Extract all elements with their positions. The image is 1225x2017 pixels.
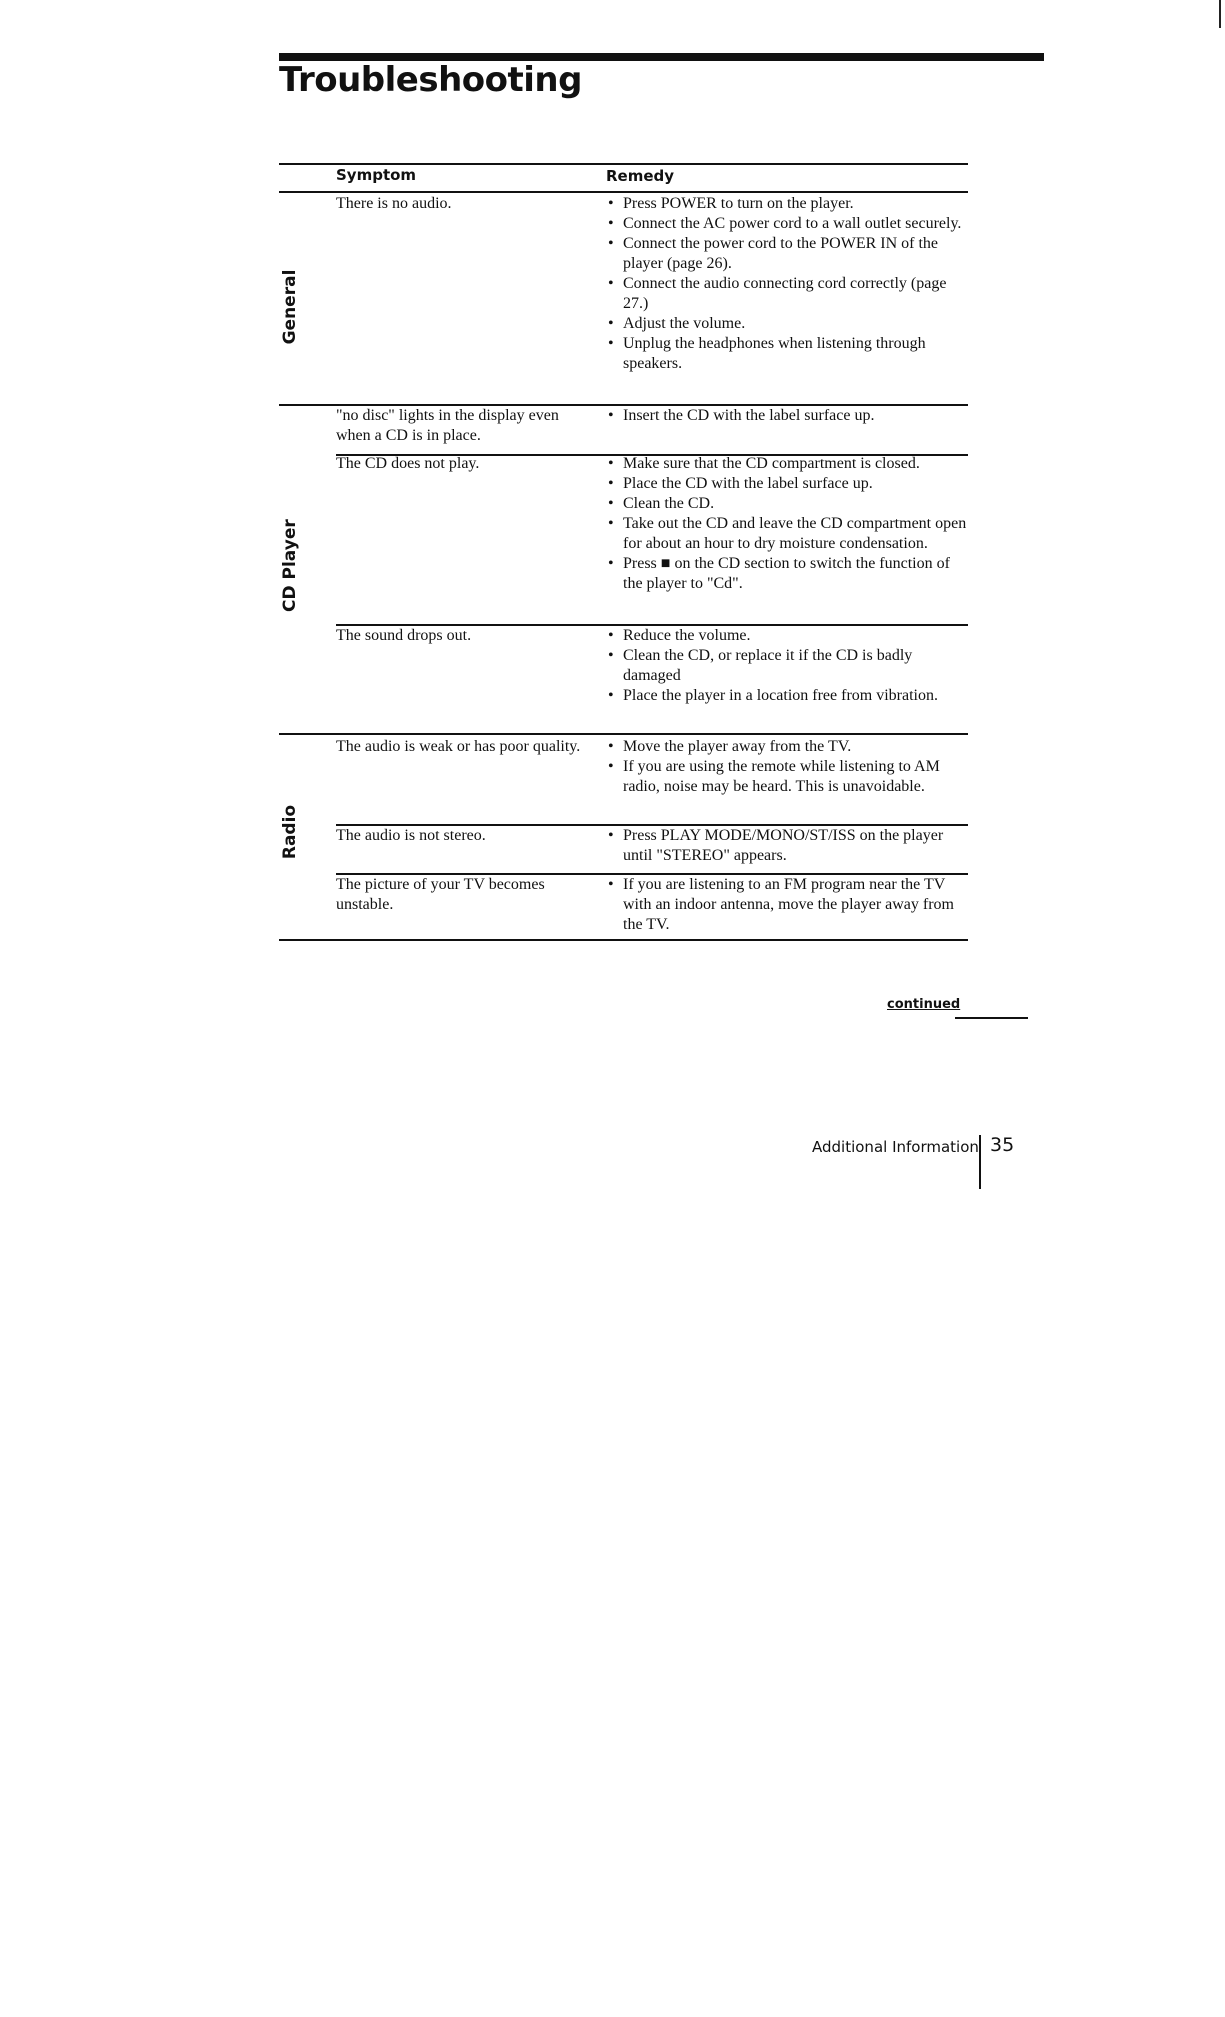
remedy-list-sound-drops [606,626,971,706]
section-label-general: General [280,269,300,345]
remedy-column-header: Remedy [606,167,675,185]
remedy-list-no-audio [606,194,971,374]
continued-rule [955,1017,1028,1019]
remedy-item: • Connect the power cord to the POWER IN of the player (page 26). [606,234,971,274]
section-rule-cd-player [279,733,968,735]
remedy-item: • Unplug the headphones when listening through speakers. [606,334,971,374]
table-header-rule [279,191,968,193]
remedy-item: • Press PLAY MODE/MONO/ST/ISS on the player until "STEREO" appears. [606,826,971,866]
symptom-cd-not-play: The CD does not play. [336,455,480,472]
page-edge-mark [1219,0,1221,28]
symptom-not-stereo: The audio is not stereo. [336,827,486,844]
remedy-item: • If you are listening to an FM program near the TV with an indoor antenna, move the player away from the TV. [606,875,971,935]
remedy-list-cd-not-play [606,454,971,594]
table-bottom-rule [279,939,968,941]
remedy-list-no-disc [606,406,971,426]
page-title: Troubleshooting [279,60,582,100]
symptom-no-disc: "no disc" lights in the display even when a CD is in place. [336,407,559,444]
remedy-item: • Make sure that the CD compartment is closed. [606,454,971,474]
symptom-sound-drops: The sound drops out. [336,627,472,644]
remedy-item: • Clean the CD. [606,494,971,514]
symptom-tv-unstable: The picture of your TV becomes unstable. [336,876,545,913]
remedy-item: • Connect the AC power cord to a wall outlet securely. [606,214,971,234]
remedy-item: • Insert the CD with the label surface up. [606,406,971,426]
remedy-item: • Reduce the volume. [606,626,971,646]
section-label-cd-player: CD Player [280,519,300,612]
remedy-list-audio-weak [606,737,971,797]
page-number: 35 [990,1134,1015,1156]
remedy-list-tv-unstable [606,875,971,935]
remedy-item: • Place the player in a location free from vibration. [606,686,971,706]
remedy-item: • Take out the CD and leave the CD compartment open for about an hour to dry moisture condensation. [606,514,971,554]
continued-label: continued [887,997,961,1012]
remedy-list-not-stereo [606,826,971,866]
remedy-item: • If you are using the remote while listening to AM radio, noise may be heard. This is unavoidable. [606,757,971,797]
remedy-item: • Adjust the volume. [606,314,971,334]
remedy-item: • Connect the audio connecting cord correctly (page 27.) [606,274,971,314]
table-top-rule [279,163,968,165]
remedy-item: • Place the CD with the label surface up. [606,474,971,494]
remedy-item: • Clean the CD, or replace it if the CD is badly damaged [606,646,971,686]
remedy-item: • Press ■ on the CD section to switch the function of the player to "Cd". [606,554,971,594]
footer-section-title: Additional Information [812,1138,979,1156]
remedy-item: • Press POWER to turn on the player. [606,194,971,214]
symptom-column-header: Symptom [336,166,417,184]
footer-divider [979,1135,981,1189]
section-label-radio: Radio [280,804,300,860]
symptom-audio-weak: The audio is weak or has poor quality. [336,738,581,755]
symptom-no-audio: There is no audio. [336,195,452,212]
remedy-item: • Move the player away from the TV. [606,737,971,757]
